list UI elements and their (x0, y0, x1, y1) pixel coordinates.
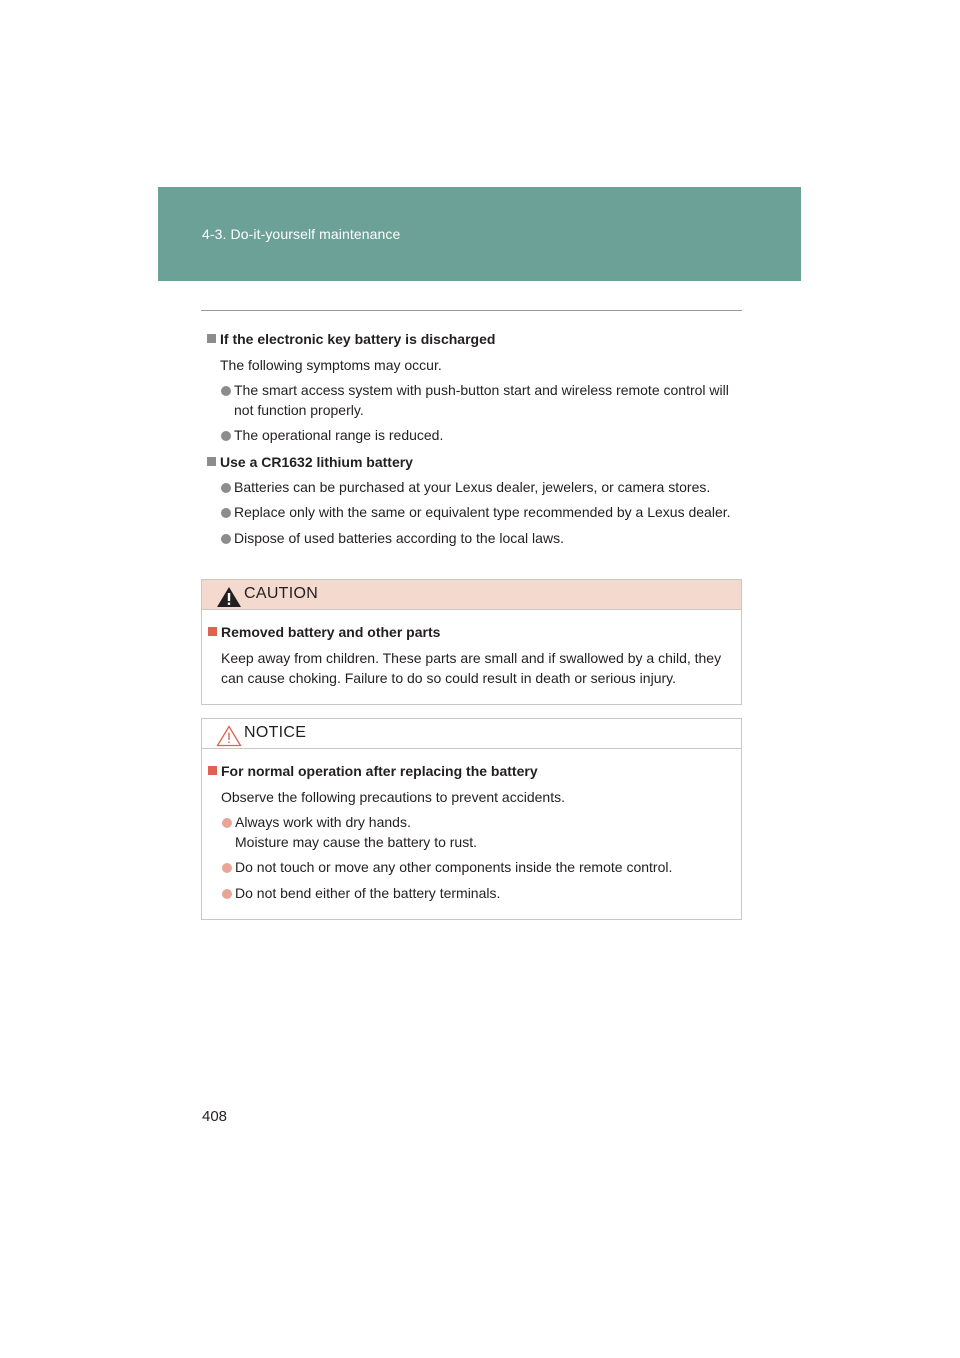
notice-title: NOTICE (244, 724, 307, 741)
list-item (207, 478, 742, 498)
note-text: The following symptoms may occur. (220, 357, 442, 373)
circle-bullet-icon (221, 534, 231, 544)
list-item-text: Do not bend either of the battery terminals. (235, 884, 501, 901)
notice-header (202, 719, 741, 749)
square-bullet-icon (207, 457, 216, 466)
page-number: 408 (202, 1108, 228, 1125)
list-item-text: Do not touch or move any other components inside the remote control. (235, 859, 673, 875)
note-heading (207, 329, 742, 349)
list-item-subtext: Moisture may cause the battery to rust. (235, 833, 477, 850)
circle-bullet-icon (222, 863, 232, 873)
list-item-text: Batteries can be purchased at your Lexus dealer, jewelers, or camera stores. (234, 478, 711, 495)
top-divider (201, 310, 742, 311)
square-bullet-icon (208, 766, 217, 775)
notes-section (207, 329, 742, 554)
list-item (207, 529, 742, 549)
list-item (207, 426, 742, 446)
caution-heading (208, 622, 735, 642)
section-title: 4-3. Do-it-yourself maintenance (202, 226, 401, 242)
list-item-text: Dispose of used batteries according to the local laws. (234, 529, 564, 546)
notice-heading-text: For normal operation after replacing the battery (221, 763, 538, 779)
circle-bullet-icon (221, 431, 231, 441)
circle-bullet-icon (222, 889, 232, 899)
list-item-text: The smart access system with push-button start and wireless remote control will not function properly. (234, 382, 729, 418)
circle-bullet-icon (222, 818, 232, 828)
caution-heading-text: Removed battery and other parts (221, 624, 441, 640)
warning-triangle-icon (216, 586, 242, 608)
square-bullet-icon (207, 334, 216, 343)
notice-body (202, 749, 741, 903)
caution-box (201, 579, 742, 705)
list-item (207, 381, 742, 420)
list-item-text: Replace only with the same or equivalent type recommended by a Lexus dealer. (234, 504, 731, 520)
warning-triangle-icon (216, 725, 242, 747)
circle-bullet-icon (221, 508, 231, 518)
caution-text: Keep away from children. These parts are small and if swallowed by a child, they can cause choking. Failure to do so could result in death or serious injury. (221, 650, 722, 686)
circle-bullet-icon (221, 483, 231, 493)
list-item-text: Always work with dry hands. (235, 814, 411, 830)
notice-heading (208, 761, 735, 781)
list-item (208, 813, 735, 852)
caution-body (202, 610, 741, 688)
square-bullet-icon (208, 627, 217, 636)
caution-title: CAUTION (244, 585, 319, 602)
notice-text: Observe the following precautions to prevent accidents. (221, 789, 565, 805)
note-heading-text: If the electronic key battery is discharged (220, 331, 496, 347)
caution-header (202, 580, 741, 610)
list-item-text: The operational range is reduced. (234, 427, 444, 443)
notice-box (201, 718, 742, 920)
list-item (208, 858, 735, 878)
note-heading-text: Use a CR1632 lithium battery (220, 453, 413, 470)
list-item (208, 884, 735, 904)
note-heading (207, 452, 742, 472)
circle-bullet-icon (221, 386, 231, 396)
list-item (207, 503, 742, 523)
